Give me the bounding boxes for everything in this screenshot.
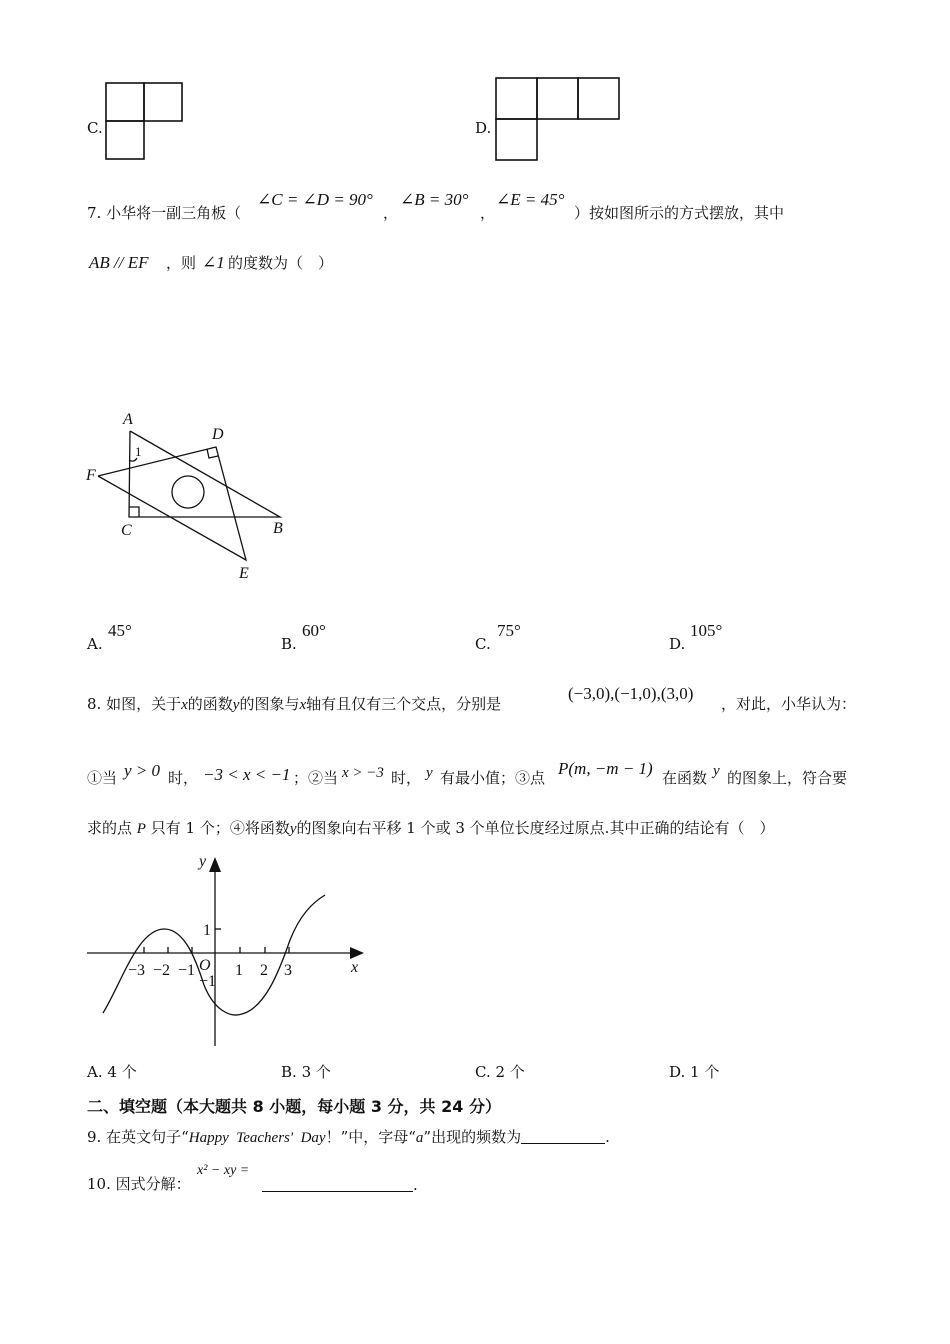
q8-text-b: 时， (168, 769, 199, 787)
q8-option-c-label: C. (475, 1063, 491, 1081)
q7-number: 7. (87, 204, 102, 222)
q8-option-c-value: 2 个 (495, 1063, 525, 1081)
q7-label-b: B (273, 520, 283, 537)
q8-text: 只有 1 个；④将函数 (150, 819, 290, 837)
q8-option-d-value: 1 个 (690, 1063, 720, 1081)
q9-number: 9. (87, 1128, 102, 1146)
q8-graph-ytick-1: 1 (203, 922, 211, 939)
q8-graph-y-label: y (199, 853, 207, 870)
q8-graph-origin: O (199, 957, 211, 974)
q8-text: 的函数 (187, 695, 233, 713)
q7-label-e: E (239, 565, 249, 582)
q7-text-a: 小华将一副三角板（ (106, 204, 242, 222)
q7-label-angle-1: 1 (135, 444, 142, 459)
q9-sentence: Happy Teachers' Day (188, 1130, 326, 1146)
q8-graph-tick-neg1: −1 (178, 962, 196, 979)
q8-graph-tick-1: 1 (235, 962, 243, 979)
q8-var-y-3: y (713, 763, 720, 779)
q8-var-x: x (299, 697, 307, 713)
q7-text-b: ）按如图所示的方式摆放，其中 (574, 204, 785, 222)
q7-sep-2: ， (480, 204, 496, 222)
q7-option-b-value: 60° (302, 621, 326, 640)
q8-var-x: x (181, 697, 188, 713)
q7-option-c-value: 75° (497, 621, 521, 640)
q8-math-y-positive: y > 0 (124, 761, 161, 780)
q10-text: 因式分解： (115, 1175, 191, 1193)
q8-graph-tick-3: 3 (284, 962, 292, 979)
q9-answer-blank[interactable] (521, 1129, 605, 1144)
q8-graph-tick-neg2: −2 (153, 962, 171, 979)
q8-option-d (669, 1065, 719, 1080)
q7-text-d: 的度数为（ ） (228, 254, 334, 272)
q9-text: 在英文句子“ (106, 1128, 189, 1146)
q8-option-b-label: B. (281, 1063, 297, 1081)
q7-option-d-value: 105° (690, 621, 723, 640)
q7-math-angles-cd: ∠C = ∠D = 90° (257, 190, 373, 209)
q8-text: 的图象与 (239, 695, 300, 713)
q8-graph-x-label: x (351, 959, 359, 976)
q8-text: 的图象向右平移 1 个或 3 个单位长度经过原点.其中正确的结论有（ ） (296, 819, 775, 837)
section-2-title: 二、填空题（本大题共 8 小题，每小题 3 分，共 24 分） (87, 1097, 501, 1116)
q9-text: ”出现的频数为 (423, 1128, 522, 1146)
q10-answer (262, 1177, 418, 1193)
q8-var-p: P (136, 821, 146, 837)
q8-option-c (475, 1065, 525, 1080)
q8-var-y-2: y (426, 765, 433, 781)
q8-text-f: 在函数 (662, 769, 708, 787)
q8-text-d: 时， (391, 769, 422, 787)
q7-text-c: ，则 (166, 254, 197, 272)
q7-option-d-label: D. (669, 635, 686, 653)
q10-number: 10. (87, 1175, 111, 1193)
q8-option-a-label: A. (87, 1063, 103, 1081)
q8-graph-tick-2: 2 (260, 962, 268, 979)
q9-end: . (605, 1128, 610, 1146)
q8-option-a (87, 1065, 137, 1080)
q7-label-c: C (121, 522, 132, 539)
q8-math-x-greater: x > −3 (342, 765, 384, 781)
q7-math-parallel: AB // EF (89, 253, 149, 272)
q8-math-points: (−3,0),(−1,0),(3,0) (568, 684, 694, 703)
q9-letter: a (415, 1130, 424, 1146)
q8-text: 求的点 (87, 819, 133, 837)
q7-option-c-label: C. (475, 635, 491, 653)
q8-option-b-value: 3 个 (301, 1063, 331, 1081)
q7-option-b-label: B. (281, 635, 297, 653)
q8-var-y: y (289, 821, 297, 837)
q6-option-c-label: C. (87, 119, 103, 137)
q7-label-f: F (86, 467, 96, 484)
q7-option-a-value: 45° (108, 621, 132, 640)
q10-answer-blank[interactable] (262, 1177, 413, 1192)
q7-math-angle-1: ∠1 (202, 253, 225, 272)
q9-text: ！”中，字母“ (325, 1128, 416, 1146)
q8-graph-ytick-neg1: −1 (199, 973, 217, 990)
q8-text-e: ，对此，小华认为： (721, 695, 857, 713)
q7-math-angle-e: ∠E = 45° (496, 190, 565, 209)
q10-label (87, 1177, 191, 1192)
q7-option-a-label: A. (87, 635, 103, 653)
q8-math-range: −3 < x < −1 (203, 765, 291, 784)
q8-text: 轴有且仅有三个交点，分别是 (306, 695, 502, 713)
q8-math-point-p: P(m, −m − 1) (558, 759, 653, 778)
q8-option-a-value: 4 个 (107, 1063, 137, 1081)
q7-math-angle-b: ∠B = 30° (400, 190, 469, 209)
q6-option-d-label: D. (475, 119, 492, 137)
q10-expression: x² − xy = (197, 1163, 250, 1178)
q8-option-d-label: D. (669, 1063, 686, 1081)
q7-label-d: D (212, 426, 224, 443)
q8-var-y: y (232, 697, 240, 713)
q8-option-b (281, 1065, 331, 1080)
q8-text-e2: 有最小值；③点 (440, 769, 546, 787)
q10-end: . (413, 1176, 418, 1194)
q7-label-a: A (123, 411, 133, 428)
q8-text-c: ；②当 (293, 769, 339, 787)
q8-graph-tick-neg3: −3 (128, 962, 146, 979)
q8-text: ①当 (87, 769, 118, 787)
q9-line (87, 1129, 610, 1146)
q8-text: 如图，关于 (106, 695, 182, 713)
q7-sep-1: ， (383, 204, 399, 222)
q8-number: 8. (87, 695, 102, 713)
q8-text-g: 的图象上，符合要 (727, 769, 848, 787)
